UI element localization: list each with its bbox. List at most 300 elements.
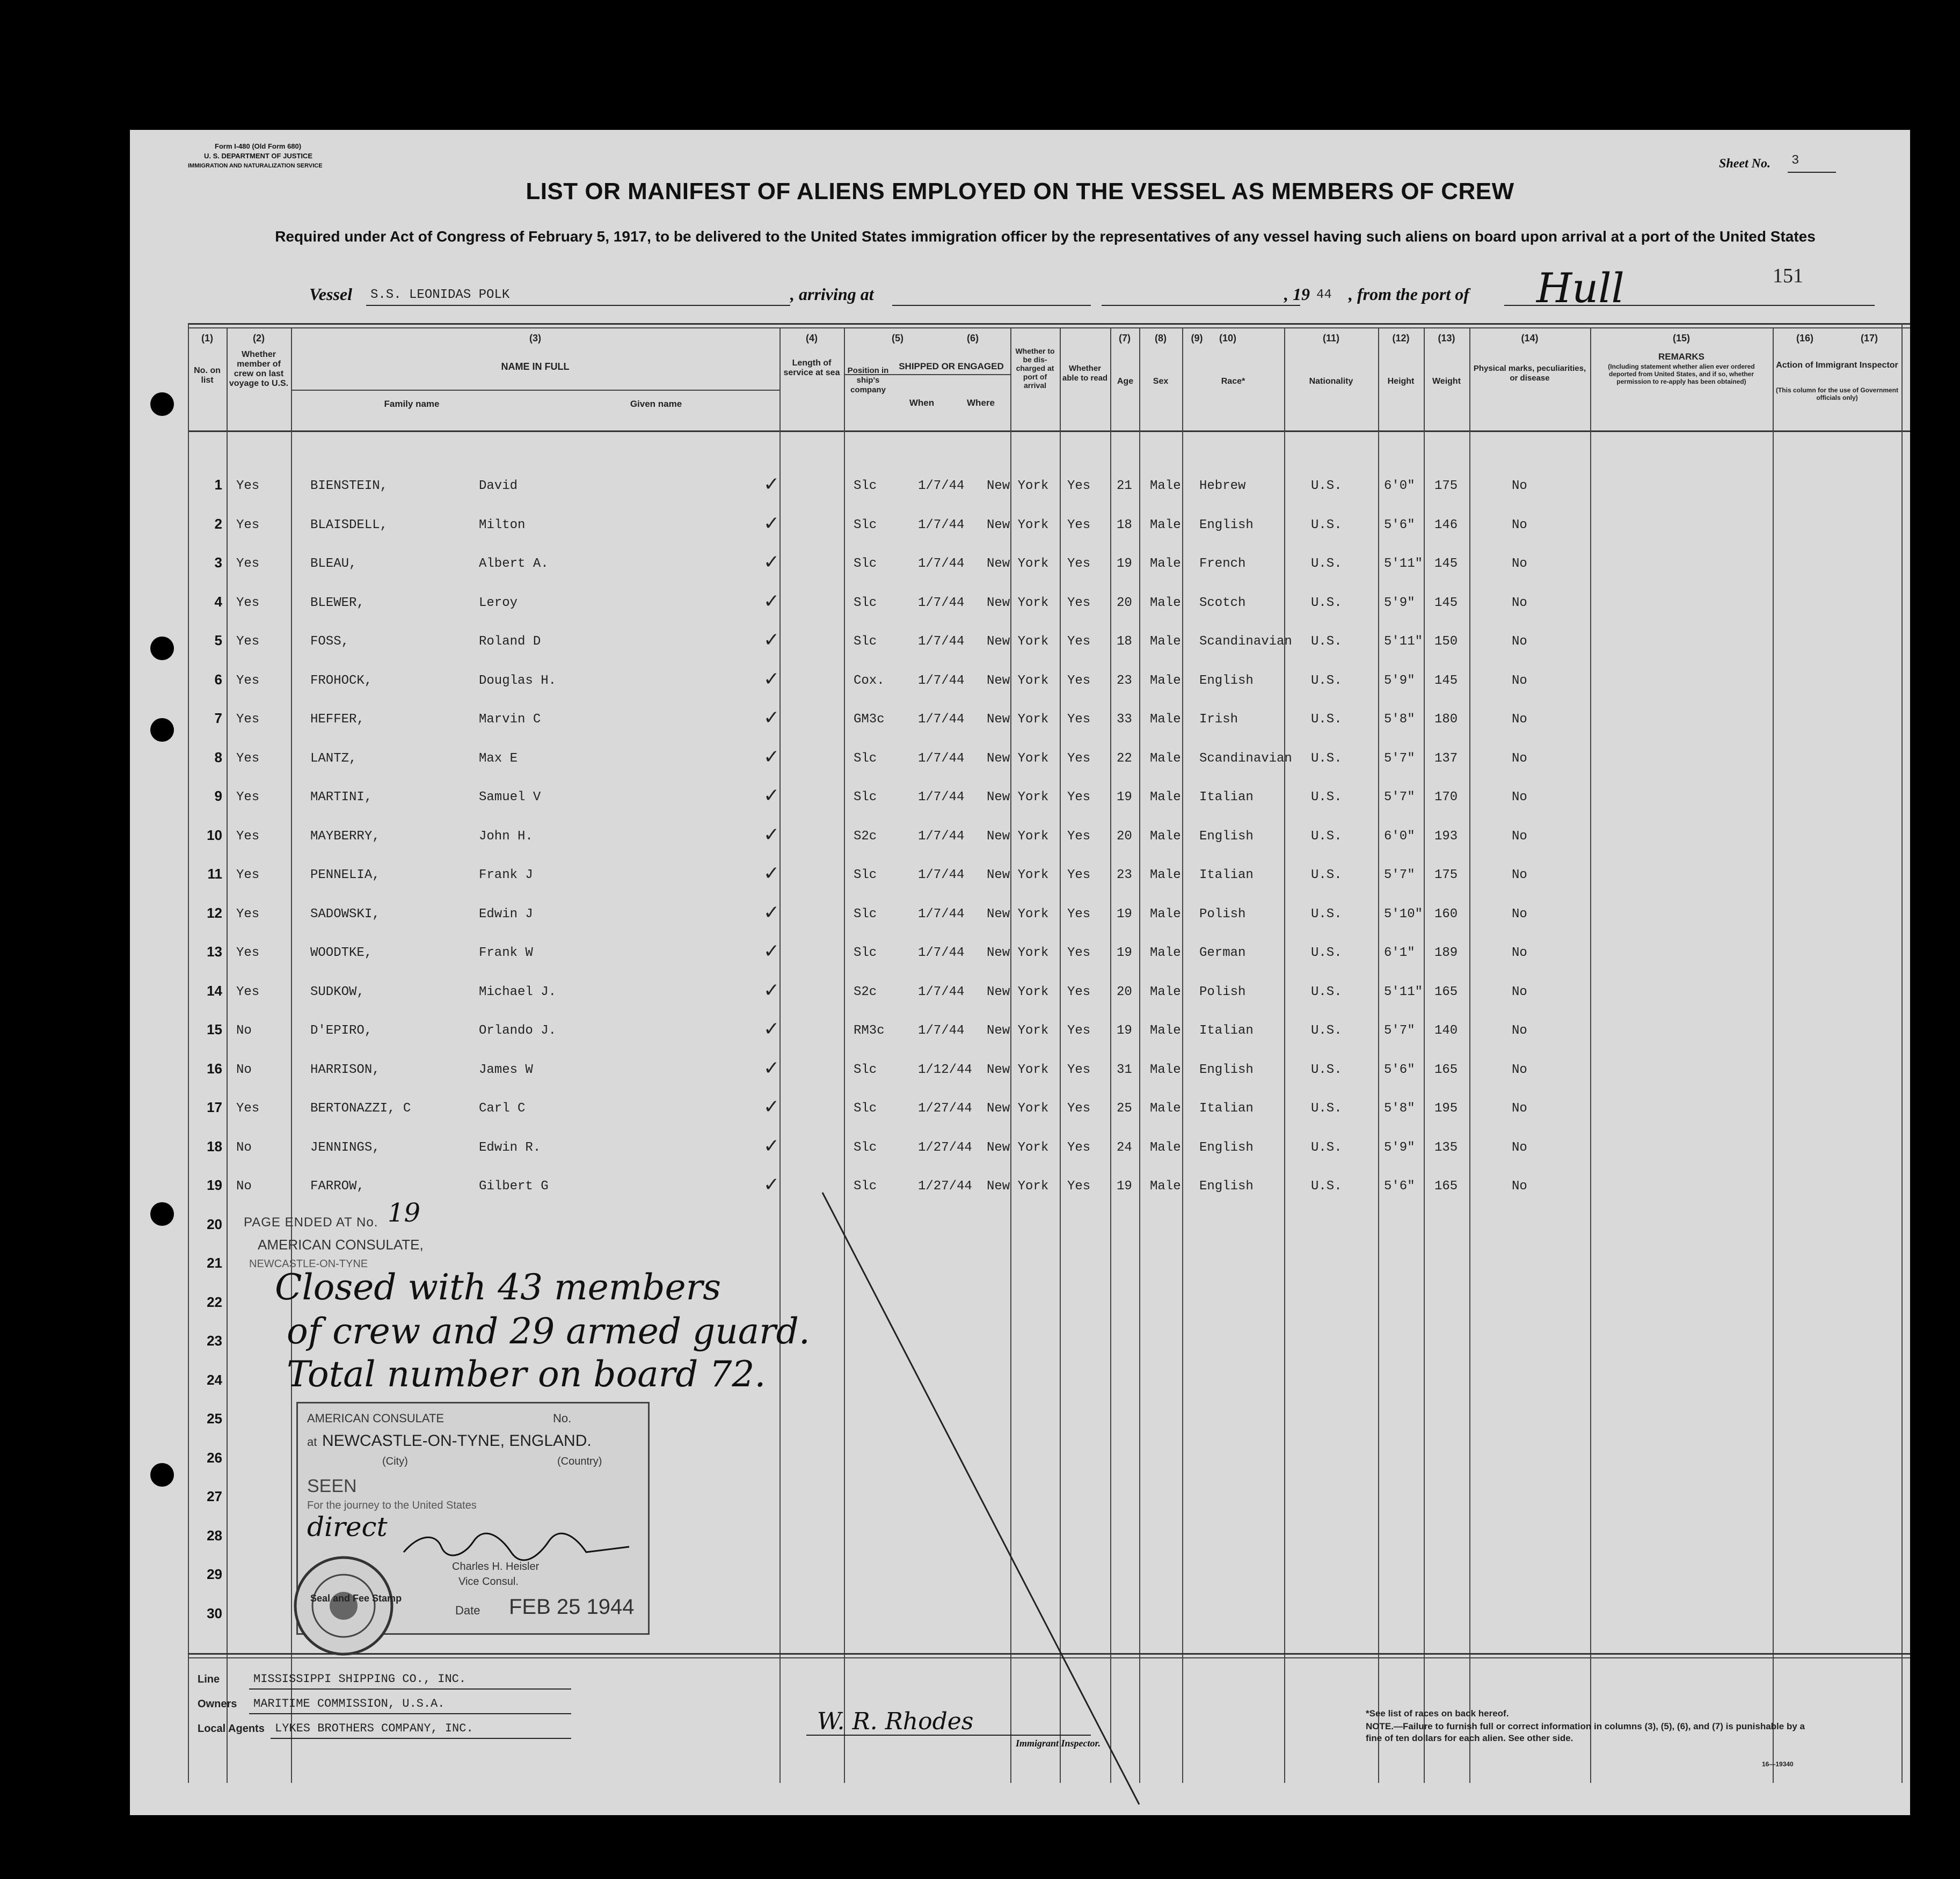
given-name: Leroy xyxy=(479,595,518,610)
weight: 145 xyxy=(1434,557,1458,571)
member-last-voyage: Yes xyxy=(236,984,260,999)
age: 31 xyxy=(1117,1062,1132,1077)
physical-marks: No xyxy=(1512,712,1527,727)
position: Slc xyxy=(854,1140,877,1155)
length-of-service-check: ✓ xyxy=(763,1018,780,1040)
empty-row-number: 21 xyxy=(207,1255,222,1271)
given-name: Douglas H. xyxy=(479,673,557,688)
row-number: 11 xyxy=(207,866,222,882)
empty-row-number: 26 xyxy=(207,1449,222,1466)
shipped-where: New York xyxy=(987,946,1049,960)
physical-marks: No xyxy=(1512,557,1527,571)
shipped-when: 1/7/44 xyxy=(918,557,965,571)
footer-owners-value: MARITIME COMMISSION, U.S.A. xyxy=(253,1697,445,1710)
empty-row-number: 24 xyxy=(207,1371,222,1388)
punch-hole xyxy=(150,718,174,742)
length-of-service-check: ✓ xyxy=(763,979,780,1001)
shipped-when: 1/7/44 xyxy=(918,517,965,532)
physical-marks: No xyxy=(1512,479,1527,493)
given-name: David xyxy=(479,479,518,493)
col-num-15: (15) xyxy=(1672,333,1690,343)
weight: 160 xyxy=(1434,906,1458,922)
family-name: HEFFER, xyxy=(310,712,365,727)
physical-marks: No xyxy=(1512,595,1527,610)
race: English xyxy=(1199,1062,1254,1077)
footer-agents-value: LYKES BROTHERS COMPANY, INC. xyxy=(275,1722,473,1735)
able-to-read: Yes xyxy=(1067,751,1091,766)
length-of-service-check: ✓ xyxy=(763,551,780,573)
given-name: Edwin R. xyxy=(479,1140,541,1155)
position: Slc xyxy=(854,790,877,805)
page-stamp-number: 151 xyxy=(1773,265,1803,287)
row-number: 9 xyxy=(214,788,222,804)
race: Polish xyxy=(1199,906,1246,922)
race: English xyxy=(1199,517,1254,532)
race-note: *See list of races on back hereof. xyxy=(1366,1708,1509,1719)
sex: Male xyxy=(1150,1101,1181,1116)
member-last-voyage: No xyxy=(236,1140,252,1155)
shipped-when: 1/7/44 xyxy=(918,906,965,922)
vessel-name: S.S. LEONIDAS POLK xyxy=(370,288,510,302)
row-number: 19 xyxy=(207,1177,222,1193)
nationality: U.S. xyxy=(1311,751,1342,766)
header-able-to-read: Whether able to read xyxy=(1062,364,1108,383)
header-physical: Physical marks, peculiarities, or disease xyxy=(1473,364,1586,383)
nationality: U.S. xyxy=(1311,1140,1342,1155)
height: 5'6" xyxy=(1384,1062,1415,1077)
shipped-when: 1/7/44 xyxy=(918,595,965,610)
consulate-stamp-title: Vice Consul. xyxy=(458,1576,519,1588)
height: 5'10" xyxy=(1384,906,1423,922)
race: Italian xyxy=(1199,790,1254,805)
member-last-voyage: Yes xyxy=(236,557,260,571)
header-remarks: REMARKS xyxy=(1658,352,1704,362)
able-to-read: Yes xyxy=(1067,790,1091,805)
physical-marks: No xyxy=(1512,790,1527,805)
member-last-voyage: Yes xyxy=(236,906,260,922)
height: 6'0" xyxy=(1384,829,1415,844)
family-name: FOSS, xyxy=(310,634,349,649)
col-num-7: (7) xyxy=(1119,333,1131,343)
height: 5'11" xyxy=(1384,984,1423,999)
page-ended-city: NEWCASTLE-ON-TYNE xyxy=(249,1258,368,1270)
nationality: U.S. xyxy=(1311,790,1342,805)
given-name: James W xyxy=(479,1062,533,1077)
shipped-where: New York xyxy=(987,712,1049,727)
length-of-service-check: ✓ xyxy=(763,1057,780,1079)
nationality: U.S. xyxy=(1311,557,1342,571)
race: Italian xyxy=(1199,868,1254,882)
given-name: Max E xyxy=(479,751,518,766)
age: 19 xyxy=(1117,906,1132,922)
shipped-when: 1/7/44 xyxy=(918,984,965,999)
able-to-read: Yes xyxy=(1067,1023,1091,1038)
able-to-read: Yes xyxy=(1067,1140,1091,1155)
shipped-where: New York xyxy=(987,1023,1049,1038)
member-last-voyage: No xyxy=(236,1062,252,1077)
race: French xyxy=(1199,557,1246,571)
height: 5'7" xyxy=(1384,751,1415,766)
age: 18 xyxy=(1117,517,1132,532)
length-of-service-check: ✓ xyxy=(763,590,780,612)
given-name: Carl C xyxy=(479,1101,526,1116)
empty-row-number: 30 xyxy=(207,1605,222,1621)
nationality: U.S. xyxy=(1311,634,1342,649)
weight: 165 xyxy=(1434,1062,1458,1077)
consulate-stamp-country-label: (Country) xyxy=(557,1456,602,1467)
page-subtitle: Required under Act of Congress of February 5, 1917, to be delivered to the United States immigration officer by the representatives of any vessel having such aliens on board upon arrival at a port of the United States xyxy=(275,228,1816,245)
position: GM3c xyxy=(854,712,885,727)
weight: 175 xyxy=(1434,479,1458,493)
family-name: HARRISON, xyxy=(310,1062,380,1077)
weight: 145 xyxy=(1434,595,1458,610)
member-last-voyage: Yes xyxy=(236,751,260,766)
length-of-service-check: ✓ xyxy=(763,707,780,729)
shipped-where: New York xyxy=(987,634,1049,649)
form-code: 16—19340 xyxy=(1762,1760,1794,1768)
row-number: 3 xyxy=(214,554,222,571)
family-name: FARROW, xyxy=(310,1179,365,1194)
fine-note: NOTE.—Failure to furnish full or correct information in columns (3), (5), (6), and (7) is punishable by a fine of ten dollars for each alien. See other side. xyxy=(1366,1721,1805,1743)
height: 5'9" xyxy=(1384,1140,1415,1155)
position: Slc xyxy=(854,868,877,882)
shipped-when: 1/7/44 xyxy=(918,634,965,649)
col-num-5: (5) xyxy=(892,333,904,343)
age: 21 xyxy=(1117,479,1132,493)
col-num-10: (10) xyxy=(1219,333,1236,343)
empty-row-number: 22 xyxy=(207,1293,222,1310)
race: Scandinavian xyxy=(1199,751,1292,766)
age: 25 xyxy=(1117,1101,1132,1116)
given-name: Milton xyxy=(479,517,526,532)
footer-line-label: Line xyxy=(198,1673,220,1685)
age: 19 xyxy=(1117,1179,1132,1194)
shipped-where: New York xyxy=(987,906,1049,922)
position: Slc xyxy=(854,634,877,649)
length-of-service-check: ✓ xyxy=(763,473,780,495)
weight: 146 xyxy=(1434,517,1458,532)
page-ended-label: PAGE ENDED AT No. xyxy=(244,1215,378,1230)
race: Polish xyxy=(1199,984,1246,999)
member-last-voyage: Yes xyxy=(236,868,260,882)
able-to-read: Yes xyxy=(1067,1062,1091,1077)
physical-marks: No xyxy=(1512,634,1527,649)
length-of-service-check: ✓ xyxy=(763,668,780,690)
row-number: 16 xyxy=(207,1060,222,1077)
height: 5'8" xyxy=(1384,1101,1415,1116)
sex: Male xyxy=(1150,1179,1181,1194)
able-to-read: Yes xyxy=(1067,634,1091,649)
year-label: , 19 xyxy=(1284,284,1310,304)
shipped-where: New York xyxy=(987,595,1049,610)
row-number: 17 xyxy=(207,1099,222,1115)
given-name: John H. xyxy=(479,829,533,844)
header-name-in-full: NAME IN FULL xyxy=(501,361,570,372)
punch-hole xyxy=(150,637,174,660)
race: Italian xyxy=(1199,1101,1254,1116)
physical-marks: No xyxy=(1512,751,1527,766)
able-to-read: Yes xyxy=(1067,829,1091,844)
shipped-where: New York xyxy=(987,673,1049,688)
nationality: U.S. xyxy=(1311,1179,1342,1194)
row-number: 18 xyxy=(207,1138,222,1154)
sex: Male xyxy=(1150,751,1181,766)
header-remarks-note: (Including statement whether alien ever ordered deported from United States, and if so, whether permission to re-apply has been obtained) xyxy=(1608,363,1755,385)
weight: 175 xyxy=(1434,868,1458,882)
position: Slc xyxy=(854,1062,877,1077)
age: 19 xyxy=(1117,790,1132,805)
length-of-service-check: ✓ xyxy=(763,512,780,535)
physical-marks: No xyxy=(1512,946,1527,960)
position: Cox. xyxy=(854,673,885,688)
sex: Male xyxy=(1150,712,1181,727)
family-name: LANTZ, xyxy=(310,751,357,766)
age: 20 xyxy=(1117,829,1132,844)
weight: 193 xyxy=(1434,829,1458,844)
port-value: Hull xyxy=(1536,264,1624,312)
page-ended-number: 19 xyxy=(388,1198,421,1228)
able-to-read: Yes xyxy=(1067,557,1091,571)
position: Slc xyxy=(854,906,877,922)
race: Scotch xyxy=(1199,595,1246,610)
sex: Male xyxy=(1150,673,1181,688)
col-num-14: (14) xyxy=(1521,333,1539,343)
header-whether-member: Whether member of crew on last voyage to U.S. xyxy=(229,350,289,388)
given-name: Frank W xyxy=(479,946,533,960)
able-to-read: Yes xyxy=(1067,479,1091,493)
sex: Male xyxy=(1150,946,1181,960)
length-of-service-check: ✓ xyxy=(763,785,780,807)
header-shipped-engaged: SHIPPED OR ENGAGED xyxy=(899,361,1004,371)
length-of-service-check: ✓ xyxy=(763,1174,780,1196)
col-num-11: (11) xyxy=(1322,333,1340,343)
header-age: Age xyxy=(1117,377,1134,386)
member-last-voyage: Yes xyxy=(236,712,260,727)
consulate-stamp-purpose: For the journey to the United States xyxy=(307,1500,477,1511)
form-id: Form I-480 (Old Form 680) xyxy=(215,142,302,150)
given-name: Gilbert G xyxy=(479,1179,549,1194)
height: 5'9" xyxy=(1384,595,1415,610)
shipped-when: 1/7/44 xyxy=(918,790,965,805)
shipped-where: New York xyxy=(987,1179,1049,1194)
weight: 150 xyxy=(1434,634,1458,649)
physical-marks: No xyxy=(1512,906,1527,922)
nationality: U.S. xyxy=(1311,1062,1342,1077)
nationality: U.S. xyxy=(1311,829,1342,844)
col-num-13: (13) xyxy=(1438,333,1455,343)
race: English xyxy=(1199,1140,1254,1155)
empty-row-number: 20 xyxy=(207,1216,222,1232)
family-name: JENNINGS, xyxy=(310,1140,380,1155)
able-to-read: Yes xyxy=(1067,1101,1091,1116)
given-name: Michael J. xyxy=(479,984,557,999)
family-name: SADOWSKI, xyxy=(310,906,380,922)
header-race: Race* xyxy=(1221,377,1245,386)
sex: Male xyxy=(1150,829,1181,844)
able-to-read: Yes xyxy=(1067,712,1091,727)
weight: 165 xyxy=(1434,984,1458,999)
weight: 165 xyxy=(1434,1179,1458,1194)
row-number: 4 xyxy=(214,593,222,610)
shipped-where: New York xyxy=(987,479,1049,493)
header-position: Position in ship's company xyxy=(847,366,889,394)
age: 33 xyxy=(1117,712,1132,727)
height: 5'9" xyxy=(1384,673,1415,688)
family-name: MARTINI, xyxy=(310,790,373,805)
consulate-stamp-signer: Charles H. Heisler xyxy=(452,1561,540,1573)
weight: 195 xyxy=(1434,1101,1458,1116)
nationality: U.S. xyxy=(1311,479,1342,493)
race: English xyxy=(1199,829,1254,844)
sex: Male xyxy=(1150,479,1181,493)
given-name: Frank J xyxy=(479,868,533,882)
empty-row-number: 29 xyxy=(207,1566,222,1582)
age: 18 xyxy=(1117,634,1132,649)
manifest-sheet xyxy=(130,130,1910,1815)
family-name: WOODTKE, xyxy=(310,946,373,960)
empty-row-number: 23 xyxy=(207,1333,222,1349)
member-last-voyage: Yes xyxy=(236,790,260,805)
age: 20 xyxy=(1117,595,1132,610)
footer-owners-label: Owners xyxy=(198,1698,237,1710)
member-last-voyage: Yes xyxy=(236,946,260,960)
col-num-8: (8) xyxy=(1155,333,1167,343)
shipped-where: New York xyxy=(987,790,1049,805)
position: S2c xyxy=(854,829,877,844)
member-last-voyage: Yes xyxy=(236,517,260,532)
col-num-3: (3) xyxy=(529,333,541,343)
shipped-when: 1/7/44 xyxy=(918,1023,965,1038)
family-name: SUDKOW, xyxy=(310,984,365,999)
header-where: Where xyxy=(967,398,995,408)
race: Hebrew xyxy=(1199,479,1246,493)
col-num-12: (12) xyxy=(1392,333,1410,343)
physical-marks: No xyxy=(1512,1140,1527,1155)
race: German xyxy=(1199,946,1246,960)
col-num-2: (2) xyxy=(253,333,265,343)
sex: Male xyxy=(1150,790,1181,805)
shipped-where: New York xyxy=(987,1101,1049,1116)
consul-signature xyxy=(398,1531,635,1563)
length-of-service-check: ✓ xyxy=(763,901,780,924)
nationality: U.S. xyxy=(1311,595,1342,610)
shipped-when: 1/7/44 xyxy=(918,479,965,493)
nationality: U.S. xyxy=(1311,984,1342,999)
header-when: When xyxy=(909,398,935,408)
punch-hole xyxy=(150,1463,174,1487)
footer-line-value: MISSISSIPPI SHIPPING CO., INC. xyxy=(253,1672,467,1686)
race: Italian xyxy=(1199,1023,1254,1038)
row-number: 5 xyxy=(214,632,222,648)
consulate-seal-label: Seal and Fee Stamp xyxy=(310,1593,402,1604)
member-last-voyage: Yes xyxy=(236,1101,260,1116)
shipped-when: 1/7/44 xyxy=(918,751,965,766)
age: 19 xyxy=(1117,557,1132,571)
header-length-of-service: Length of service at sea xyxy=(783,359,840,377)
nationality: U.S. xyxy=(1311,868,1342,882)
row-number: 13 xyxy=(207,944,222,960)
page-ended-consulate: AMERICAN CONSULATE, xyxy=(258,1237,424,1253)
col-num-1: (1) xyxy=(201,333,213,343)
family-name: BLAISDELL, xyxy=(310,517,388,532)
row-number: 12 xyxy=(207,904,222,921)
sex: Male xyxy=(1150,868,1181,882)
shipped-when: 1/27/44 xyxy=(918,1140,972,1155)
sex: Male xyxy=(1150,1023,1181,1038)
empty-row-number: 25 xyxy=(207,1410,222,1427)
position: Slc xyxy=(854,557,877,571)
empty-row-number: 27 xyxy=(207,1488,222,1504)
family-name: PENNELIA, xyxy=(310,868,380,882)
header-weight: Weight xyxy=(1432,377,1461,386)
sex: Male xyxy=(1150,634,1181,649)
height: 5'8" xyxy=(1384,712,1415,727)
col-num-17: (17) xyxy=(1860,333,1878,343)
row-number: 14 xyxy=(207,982,222,999)
nationality: U.S. xyxy=(1311,946,1342,960)
age: 19 xyxy=(1117,1023,1132,1038)
shipped-where: New York xyxy=(987,984,1049,999)
consulate-seal xyxy=(291,1553,396,1658)
race: English xyxy=(1199,673,1254,688)
shipped-where: New York xyxy=(987,829,1049,844)
length-of-service-check: ✓ xyxy=(763,940,780,962)
position: Slc xyxy=(854,517,877,532)
length-of-service-check: ✓ xyxy=(763,629,780,651)
shipped-where: New York xyxy=(987,517,1049,532)
header-action: Action of Immigrant Inspector xyxy=(1776,361,1898,370)
handwritten-note-line-2: of crew and 29 armed guard. xyxy=(287,1311,810,1352)
length-of-service-check: ✓ xyxy=(763,1096,780,1118)
weight: 180 xyxy=(1434,712,1458,727)
vessel-label: Vessel xyxy=(309,284,352,304)
family-name: BERTONAZZI, C xyxy=(310,1101,411,1116)
physical-marks: No xyxy=(1512,1023,1527,1038)
year-value: 44 xyxy=(1316,288,1332,302)
port-label: , from the port of xyxy=(1349,284,1469,304)
shipped-when: 1/7/44 xyxy=(918,946,965,960)
age: 20 xyxy=(1117,984,1132,999)
race: Irish xyxy=(1199,712,1238,727)
consulate-stamp-header: AMERICAN CONSULATE xyxy=(307,1412,445,1425)
member-last-voyage: Yes xyxy=(236,634,260,649)
shipped-when: 1/7/44 xyxy=(918,712,965,727)
position: Slc xyxy=(854,479,877,493)
shipped-when: 1/27/44 xyxy=(918,1101,972,1116)
height: 5'6" xyxy=(1384,1179,1415,1194)
consulate-stamp-seen: SEEN xyxy=(307,1476,357,1496)
shipped-where: New York xyxy=(987,868,1049,882)
family-name: MAYBERRY, xyxy=(310,829,380,844)
able-to-read: Yes xyxy=(1067,984,1091,999)
physical-marks: No xyxy=(1512,1179,1527,1194)
given-name: Albert A. xyxy=(479,557,549,571)
sex: Male xyxy=(1150,557,1181,571)
given-name: Edwin J xyxy=(479,906,533,922)
weight: 189 xyxy=(1434,946,1458,960)
height: 5'11" xyxy=(1384,557,1423,571)
row-number: 6 xyxy=(214,671,222,688)
shipped-where: New York xyxy=(987,557,1049,571)
sex: Male xyxy=(1150,984,1181,999)
age: 22 xyxy=(1117,751,1132,766)
shipped-when: 1/12/44 xyxy=(918,1062,972,1077)
sex: Male xyxy=(1150,595,1181,610)
header-height: Height xyxy=(1387,377,1415,386)
member-last-voyage: Yes xyxy=(236,595,260,610)
position: Slc xyxy=(854,1179,877,1194)
height: 6'1" xyxy=(1384,946,1415,960)
